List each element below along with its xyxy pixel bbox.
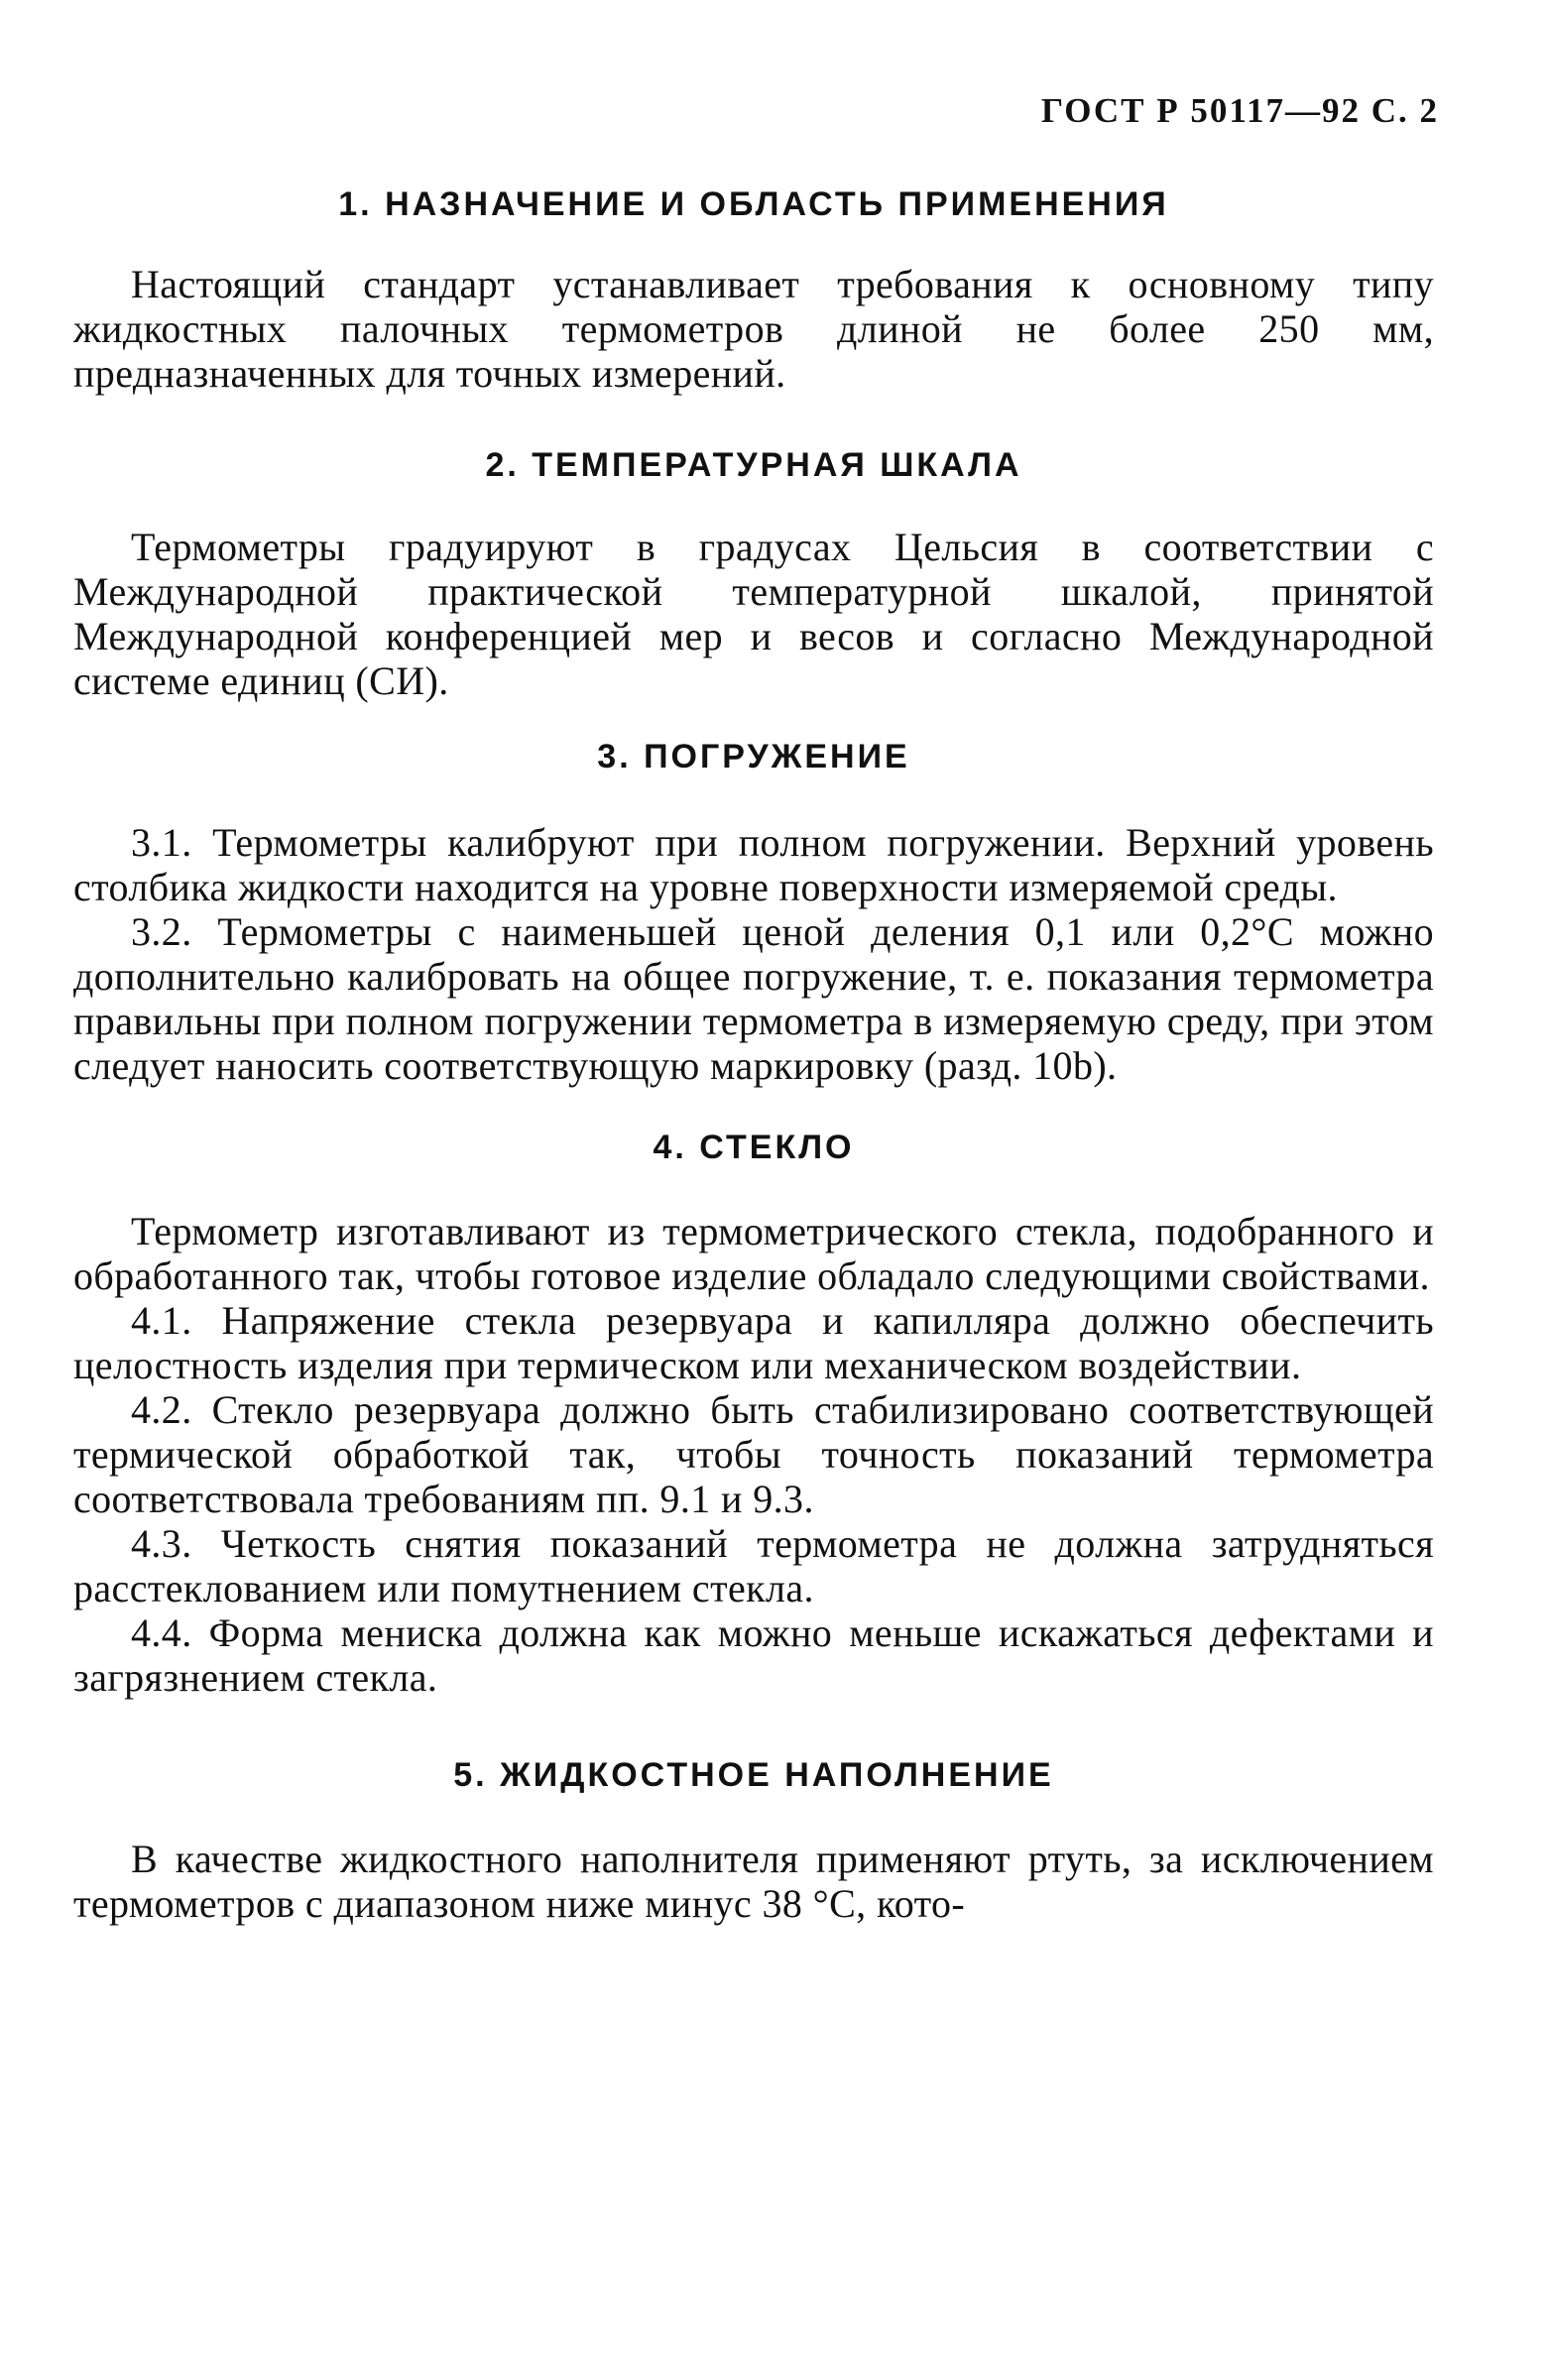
- clause-4-2: 4.2. Стекло резервуара должно быть стабилизировано соответствующей термической обработкой так, чтобы точность показаний термометра соответствовала требованиям пп. 9.1 и 9.3.: [73, 1387, 1434, 1521]
- clause-4-3: 4.3. Четкость снятия показаний термометра не должна затрудняться расстеклованием или помутнением стекла.: [73, 1521, 1434, 1610]
- page-header-standard-code: ГОСТ Р 50117—92 С. 2: [1040, 91, 1439, 130]
- section-5-paragraph: В качестве жидкостного наполнителя применяют ртуть, за исключением термометров с диапазоном ниже минус 38 °С, кото-: [73, 1837, 1434, 1926]
- section-2-heading: 2. ТЕМПЕРАТУРНАЯ ШКАЛА: [485, 446, 1022, 484]
- section-2-paragraph: Термометры градуируют в градусах Цельсия в соответствии с Международной практической температурной шкалой, принятой Международной конференцией мер и весов и согласно Международной системе единиц (СИ).: [73, 525, 1434, 703]
- section-4-heading: 4. СТЕКЛО: [653, 1129, 855, 1166]
- clause-4-1: 4.1. Напряжение стекла резервуара и капилляра должно обеспечить целостность изделия при термическом или механическом воздействии.: [73, 1298, 1434, 1387]
- section-3-heading: 3. ПОГРУЖЕНИЕ: [597, 738, 910, 775]
- section-1-paragraph: Настоящий стандарт устанавливает требования к основному типу жидкостных палочных термометров длиной не более 250 мм, предназначенных для точных измерений.: [73, 262, 1434, 396]
- clause-3-2: 3.2. Термометры с наименьшей ценой деления 0,1 или 0,2°С можно дополнительно калибровать на общее погружение, т. е. показания термометра правильны при полном погружении термометра в измеряемую среду, при этом следует наносить соответствующую маркировку (разд. 10b).: [73, 909, 1434, 1088]
- clause-4-4: 4.4. Форма мениска должна как можно меньше искажаться дефектами и загрязнением стекла.: [73, 1610, 1434, 1700]
- section-5-heading: 5. ЖИДКОСТНОЕ НАПОЛНЕНИЕ: [453, 1756, 1054, 1794]
- section-1-heading: 1. НАЗНАЧЕНИЕ И ОБЛАСТЬ ПРИМЕНЕНИЯ: [338, 185, 1169, 223]
- clause-3-1: 3.1. Термометры калибруют при полном погружении. Верхний уровень столбика жидкости находится на уровне поверхности измеряемой среды.: [73, 820, 1434, 909]
- section-4-intro: Термометр изготавливают из термометрического стекла, подобранного и обработанного так, чтобы готовое изделие обладало следующими свойствами.: [73, 1209, 1434, 1298]
- document-body: [73, 169, 1434, 1926]
